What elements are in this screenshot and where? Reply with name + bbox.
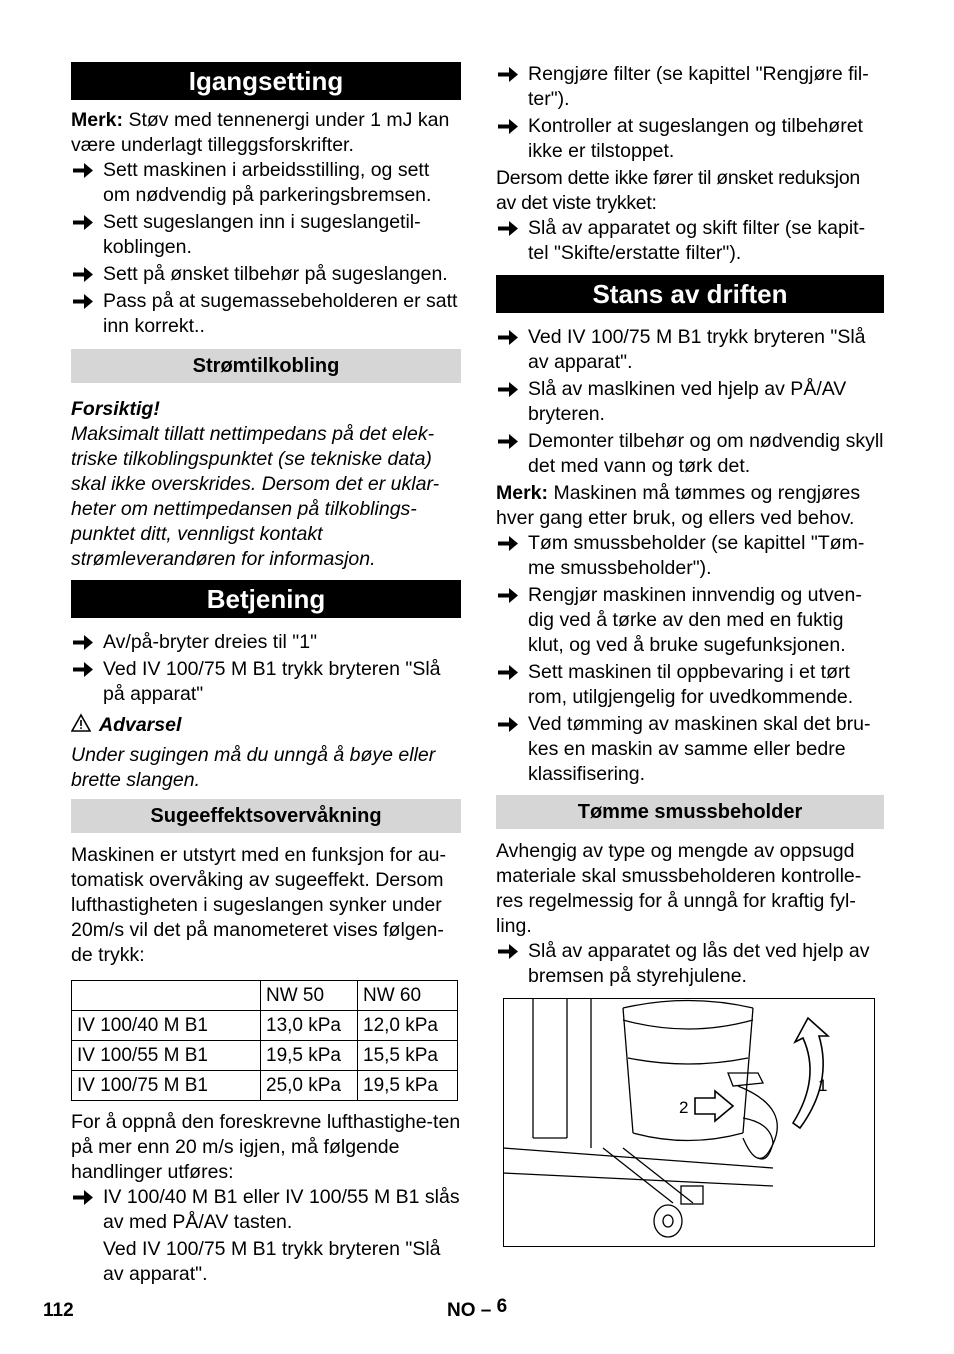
arrow-right-icon — [496, 216, 520, 241]
table-cell: IV 100/75 M B1 — [72, 1071, 261, 1101]
arrow-right-icon — [71, 262, 95, 287]
list-item: Kontroller at sugeslangen og tilbehøret ikke er tilstoppet. — [496, 114, 884, 164]
list-item: IV 100/40 M B1 eller IV 100/55 M B1 slås av med PÅ/AV tasten. — [71, 1185, 461, 1235]
list-item: Slå av apparatet og skift filter (se kapit-tel "Skifte/erstatte filter"). — [496, 216, 884, 266]
arrow-right-icon — [496, 660, 520, 685]
table-header-row — [72, 981, 458, 1011]
figure-label-1: 1 — [818, 1076, 828, 1095]
tomme-text: Avhengig av type og mengde av oppsugd materiale skal smussbeholderen kontrolle-res regelmessig for å unngå for kraftig fyl-ling. — [496, 840, 862, 937]
oppna-text: For å oppnå den foreskrevne lufthastighe-ten på mer enn 20 m/s igjen, må følgende handlinger utføres: — [71, 1111, 461, 1183]
list-item: Ved IV 100/75 M B1 trykk bryteren "Slå av apparat". — [496, 325, 884, 375]
table-header-cell: NW 50 — [261, 981, 358, 1011]
arrow-right-icon — [71, 289, 95, 314]
merk-note-2: Merk: Maskinen må tømmes og rengjøres hver gang etter bruk, og ellers ved behov. — [496, 482, 861, 529]
arrow-right-icon — [496, 114, 520, 139]
forsiktig-text: Maksimalt tillatt nettimpedans på det elek-triske tilkoblingspunktet (se tekniske data) skal ikke overskrides. Dersom det er uklar-heter om nettimpedansen på tilkoblings-punktet ditt, vennligst kontakt strømleverandøren for informasjon. — [71, 423, 440, 570]
table-row — [72, 1071, 458, 1101]
list-item: Ved IV 100/75 M B1 trykk bryteren "Slå på apparat" — [71, 657, 461, 707]
table-cell: IV 100/40 M B1 — [72, 1011, 261, 1041]
arrow-right-icon — [71, 657, 95, 682]
arrow-right-icon — [496, 939, 520, 964]
right-column — [496, 62, 884, 989]
arrow-right-icon — [496, 712, 520, 737]
forsiktig-label: Forsiktig! — [71, 398, 160, 420]
table-cell: 12,0 kPa — [358, 1011, 458, 1041]
arrow-right-icon — [496, 531, 520, 556]
table-cell: 13,0 kPa — [261, 1011, 358, 1041]
left-column — [71, 62, 461, 1287]
table-header-cell — [72, 981, 261, 1011]
list-item: Slå av apparatet og lås det ved hjelp av bremsen på styrehjulene. — [496, 939, 884, 989]
figure-label-2: 2 — [679, 1098, 689, 1117]
arrow-right-icon — [71, 210, 95, 235]
pressure-table — [71, 980, 458, 1101]
table-cell: 19,5 kPa — [261, 1041, 358, 1071]
table-cell: 19,5 kPa — [358, 1071, 458, 1101]
advarsel-text: Under sugingen må du unngå å bøye eller brette slangen. — [71, 744, 436, 791]
list-item: Sett maskinen til oppbevaring i et tørt rom, utilgjengelig for uvedkommende. — [496, 660, 884, 710]
arrow-right-icon — [496, 62, 520, 87]
arrow-right-icon — [71, 1185, 95, 1210]
arrow-right-icon — [496, 325, 520, 350]
list-item: Ved tømming av maskinen skal det bru-kes en maskin av samme eller bedre klassifisering. — [496, 712, 884, 787]
heading-stans: Stans av driften — [496, 275, 884, 313]
table-cell: 25,0 kPa — [261, 1071, 358, 1101]
list-item: Pass på at sugemassebeholderen er satt inn korrekt.. — [71, 289, 461, 339]
heading-stromtilkobling: Strømtilkobling — [71, 349, 461, 383]
table-row — [72, 1041, 458, 1071]
arrow-right-icon — [71, 630, 95, 655]
heading-igangsetting: Igangsetting — [71, 62, 461, 100]
oppna-continuation: Ved IV 100/75 M B1 trykk bryteren "Slå av apparat". — [103, 1238, 441, 1285]
table-row — [72, 1011, 458, 1041]
advarsel-heading: Advarsel — [71, 713, 461, 738]
heading-tomme: Tømme smussbeholder — [496, 795, 884, 829]
footer-section: NO – 6 — [447, 1296, 508, 1321]
table-header-cell: NW 60 — [358, 981, 458, 1011]
warning-triangle-icon — [71, 713, 91, 733]
heading-sugeeffekt: Sugeeffektsovervåkning — [71, 799, 461, 833]
list-item: Tøm smussbeholder (se kapittel "Tøm-me smussbeholder"). — [496, 531, 884, 581]
list-item: Sett sugeslangen inn i sugeslangetil-koblingen. — [71, 210, 461, 260]
sugeeffekt-text: Maskinen er utstyrt med en funksjon for au-tomatisk overvåking av sugeeffekt. Dersom lufthastigheten i sugeslangen synker under 20m/s vil det på manometeret vises følgen-de trykk: — [71, 844, 447, 966]
arrow-right-icon — [496, 377, 520, 402]
page-number: 112 — [43, 1300, 74, 1321]
heading-betjening: Betjening — [71, 580, 461, 618]
dersom-text: Dersom dette ikke fører til ønsket reduksjon av det viste trykket: — [496, 167, 860, 214]
arrow-right-icon — [496, 583, 520, 608]
list-item: Rengjør maskinen innvendig og utven-dig ved å tørke av den med en fuktig klut, og ved å bruke sugefunksjonen. — [496, 583, 884, 658]
table-cell: 15,5 kPa — [358, 1041, 458, 1071]
brake-illustration — [503, 998, 875, 1247]
list-item: Sett maskinen i arbeidsstilling, og sett om nødvendig på parkeringsbremsen. — [71, 158, 461, 208]
merk-note: Merk: Støv med tennenergi under 1 mJ kan være underlagt tilleggsforskrifter. — [71, 109, 450, 156]
arrow-right-icon — [496, 429, 520, 454]
list-item: Slå av maslkinen ved hjelp av PÅ/AV bryteren. — [496, 377, 884, 427]
list-item: Rengjøre filter (se kapittel "Rengjøre fil-ter"). — [496, 62, 884, 112]
arrow-right-icon — [71, 158, 95, 183]
list-item: Av/på-bryter dreies til "1" — [71, 630, 461, 655]
table-cell: IV 100/55 M B1 — [72, 1041, 261, 1071]
list-item: Sett på ønsket tilbehør på sugeslangen. — [71, 262, 461, 287]
list-item: Demonter tilbehør og om nødvendig skyll det med vann og tørk det. — [496, 429, 884, 479]
